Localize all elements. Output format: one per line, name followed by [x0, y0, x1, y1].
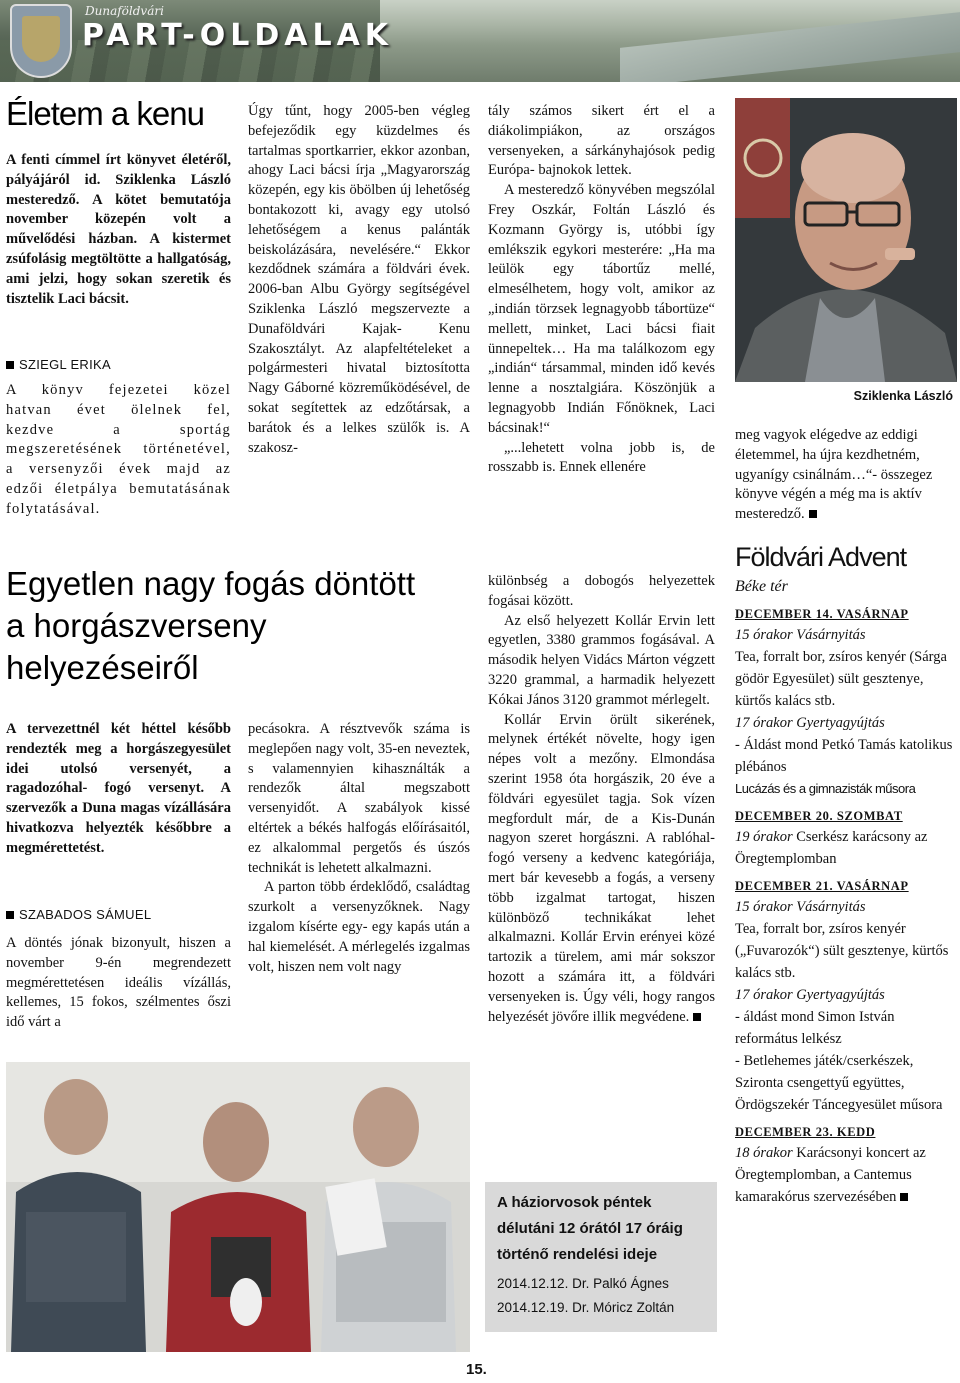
article1-col3-p3: „...lehetett volna jobb is, de rosszabb is. Ennek ellenére: [488, 439, 715, 476]
end-square-icon: [809, 510, 817, 518]
article2-col3-p3: [488, 711, 715, 1028]
square-bullet-icon: [6, 911, 14, 919]
article1-col1: A könyv fejezetei közel hatvan évet ölelnek fel, kezdve a sportág megszeretésének történetével, a versenyzői évek majd az edzői életpálya bemutatásának folytatásával.: [6, 382, 231, 517]
article2-col2: [248, 720, 470, 977]
article2-col3-p1: különbség a dobogós helyezettek fogásai között.: [488, 573, 715, 609]
anglers-photo: [6, 1062, 470, 1352]
end-square-icon: [900, 1193, 908, 1201]
advent-subtitle: Béke tér: [735, 578, 788, 595]
page-number: 15.: [466, 1361, 487, 1378]
article1-col2: Úgy tűnt, hogy 2005-ben végleg befejeződik egy küzdelmes és tartalmas sportkarrier, ekkor azonban, ahogy Laci bácsi írja „Magyarország közepén, egy kis öbölben új lehetőség bontakozott ki, avagy egy utolsó lehetőségem a kenus palánták beiskolázására, nevelésére.“ Ekkor kezdődnek számára a földvári évek. 2006-ban Albu György segítségével Sziklenka László megszervezte a Dunaföldvári Kajak- Kenu Szakosztályt. Az alapfeltételeket a polgármesteri hivatal biztosította Nagy Gáborné közreműködésével, de sokat segítettek az edzőtársak, a barátok és a lelkes szülők is. A szakosz-: [248, 103, 470, 456]
doctors-row: 2014.12.19. Dr. Móricz Zoltán: [497, 1300, 675, 1315]
article2-title-line3: helyezéseiről: [6, 649, 199, 686]
article2-col3-p3-text: Kollár Ervin örült sikerének, melynek értékét növelte, hogy igen népes volt a mezőny. Elmondása szerint 1958 óta horgászik, 20 éve a földvári egyesület tagja. Sok vízen megfordult már, de a Kis-Dunán nagyon szeret horgászni. A rablóhal- fogó verseny a kedvenc kategóriája, mert bár kevesebb a fogás, a verseny több izgalmat tartogat, hiszen különböző technikákat lehet alkalmazni. Kollár Ervin erényei közé tartozik a türelem, ami már sokszor hozott a számára itt, a földvári versenyeken is. Úgy véli, hogy rangos helyezését jövőre illik megvédene.: [488, 711, 715, 1025]
portrait-photo: [735, 98, 957, 382]
portrait-illustration: [735, 98, 957, 382]
article2-title: [6, 563, 476, 689]
article2-author: SZABADOS SÁMUEL: [19, 907, 152, 922]
advent-line: [735, 826, 955, 870]
advent-time: 19 órakor: [735, 829, 793, 845]
article2-byline: [6, 907, 231, 922]
article2-col3-p2: Az első helyezett Kollár Ervin lett egyetlen, 3380 grammos fogásával. A második helyen Vidács Márton végzett 3220 grammal, a harmadik helyezett Kókai János 3120 grammot mérlegelt.: [488, 612, 715, 708]
article1-col3-p1: tály számos sikert ért el a diákolimpiákon, az országos versenyeken, a sárkányhajósok pedig Európa- bajnokok lettek.: [488, 103, 715, 179]
article2-col2-p1: pecásokra. A résztvevők száma is meglepően nagy volt, 35-en neveztek, s valamennyien kihasználták a rendezők által megszabott versenyidőt. A szabályok kissé eltértek a békés halfogás előírásaitól, ez alkalommal pergetős és úszós technikát is lehetett alkalmazni.: [248, 721, 470, 876]
advent-line: - Betlehemes játék/cserkészek, Szironta csengettyű együttes, Ördögszekér Táncegyesület műsora: [735, 1053, 943, 1113]
advent-date-dec14: DECEMBER 14. VASÁRNAP: [735, 607, 909, 621]
paper-name: PART-OLDALAK: [82, 18, 394, 53]
advent-title: Földvári Advent: [735, 542, 907, 572]
doctors-box: [485, 1182, 717, 1332]
advent-date-dec21: DECEMBER 21. VASÁRNAP: [735, 879, 909, 893]
advent-line: Lucázás és a gimnazisták műsora: [735, 781, 916, 796]
advent-line: - Áldást mond Petkó Tamás katolikus plébános: [735, 737, 953, 775]
advent-line-text: Cserkész karácsony az Öregtemplomban: [735, 829, 928, 867]
doctors-row: 2014.12.12. Dr. Palkó Ágnes: [497, 1276, 669, 1291]
town-crest-icon: [10, 4, 72, 78]
advent-time: 17 órakor Gyertyagyújtás: [735, 715, 885, 731]
advent-box: [735, 541, 955, 1208]
advent-line: Tea, forralt bor, zsíros kenyér („Fuvarozók“) sült gesztenye, kürtős kalács stb.: [735, 921, 949, 981]
advent-time: 15 órakor Vásárnyitás: [735, 627, 866, 643]
article2-col2-p2: A parton több érdeklődő, családtag szurkolt a versenyzőknek. Nagy izgalom kísérte egy- egy kapás után a hal kiemelését. A mérlegelés izgalmas volt, hiszen nem volt nagy: [248, 879, 470, 975]
article2-title-line2: a horgászverseny: [6, 607, 267, 644]
doctors-title: A háziorvosok péntek délutáni 12 órától 17 óráig történő rendelési ideje: [497, 1194, 683, 1263]
advent-time: 18 órakor: [735, 1145, 793, 1161]
advent-time: 15 órakor Vásárnyitás: [735, 899, 866, 915]
end-square-icon: [693, 1013, 701, 1021]
anglers-illustration: [6, 1062, 470, 1352]
advent-line: [735, 1142, 955, 1208]
article1-col4: [735, 426, 957, 525]
advent-time: 17 órakor Gyertyagyújtás: [735, 987, 885, 1003]
advent-line-text: Karácsonyi koncert az Öregtemplomban, a Cantemus kamarakórus szervezésében: [735, 1145, 926, 1205]
article1-col4-text: meg vagyok elégedve az eddigi életemmel, ha újra kezdhetném, ugyanígy csinálnám…“- összegez könyve végén a még ma is aktív mesteredző.: [735, 427, 933, 523]
advent-date-dec20: DECEMBER 20. SZOMBAT: [735, 809, 903, 823]
article2-title-line1: Egyetlen nagy fogás döntött: [6, 565, 416, 602]
advent-line: Tea, forralt bor, zsíros kenyér (Sárga gödör Egyesület) sült gesztenye, kürtős kalács stb.: [735, 649, 947, 709]
square-bullet-icon: [6, 361, 14, 369]
article1-col3: [488, 102, 715, 478]
article1-byline: [6, 357, 231, 372]
advent-line: - áldást mond Simon István református lelkész: [735, 1009, 895, 1047]
article2-lead: A tervezettnél két héttel később rendezték meg a horgászegyesület idei utolsó versenyét, a ragadozóhal- fogó versenyt. A szervezők a Duna magas vízállására hivatkozva helyezték későbbre a megmérettetést.: [6, 721, 231, 856]
article1-col3-p2: A mesteredző könyvében megszólal Frey Oszkár, Foltán László és Kozmann György is, utóbbi így emlékszik egykori mesterére: „Ha ma leülök egy tábortűz mellé, elmesélhetem, hogy volt, amikor az „indián törzsek legnagyobb tábortüze“ mellett, minket, Laci bácsi fiait ünnepeltek… Ha ma találkozom egy „indián“ társammal, minden idő kevés lenne a nosztalgiára. Köszönjük a legnagyobb Indián Főnöknek, Laci bácsinak!“: [488, 182, 715, 436]
article1-author: SZIEGL ERIKA: [19, 357, 111, 372]
article2-col1: A döntés jónak bizonyult, hiszen a november 9-én megrendezett megmérettetésen ideális vízállás, kellemes, 15 fokos, szélmentes őszi idő várt a: [6, 935, 231, 1031]
article2-col3: [488, 572, 715, 1027]
portrait-caption: Sziklenka László: [853, 389, 953, 403]
header-banner: [0, 0, 960, 82]
town-name: Dunaföldvári: [85, 4, 164, 18]
section-divider: [0, 535, 960, 536]
article1-title: Életem a kenu: [6, 95, 204, 132]
advent-date-dec23: DECEMBER 23. KEDD: [735, 1125, 876, 1139]
article1-lead: A fenti címmel írt könyvet életéről, pályájáról id. Sziklenka László mesteredző. A kötet bemutatója november közepén volt a művelődési házban. A kistermet zsúfolásig megtöltötte a hallgatóság, ami jelzi, hogy sokan szeretik és tisztelik Laci bácsit.: [6, 152, 231, 307]
